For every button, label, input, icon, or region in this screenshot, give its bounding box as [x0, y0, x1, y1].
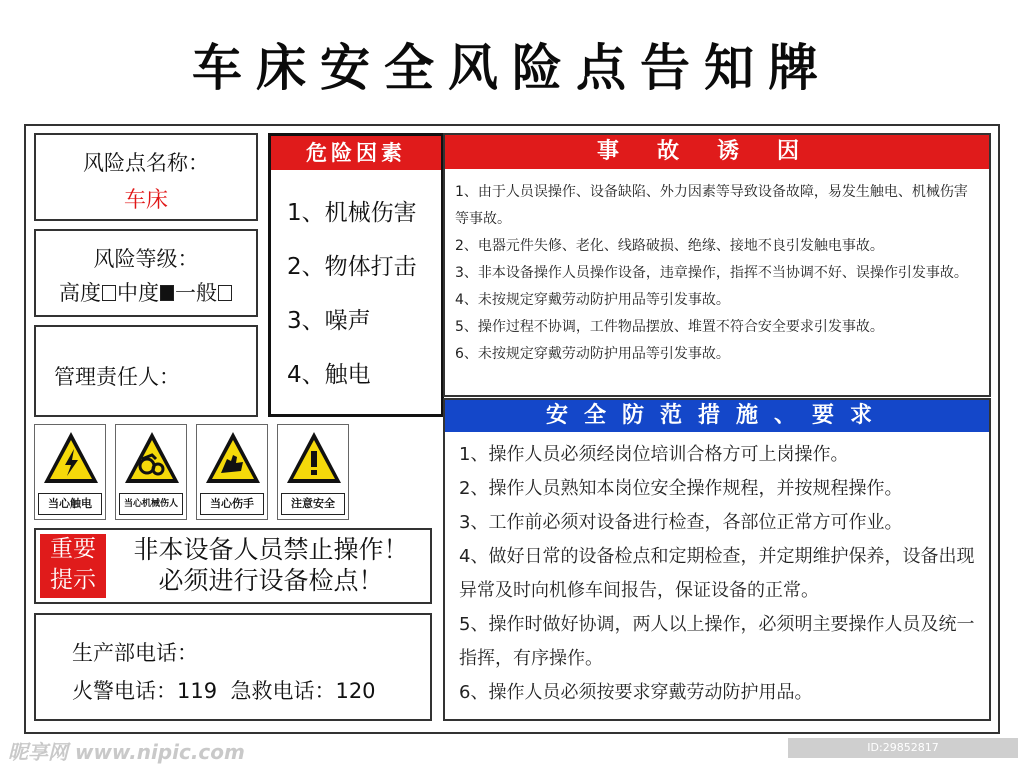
warning-sign-electric: [34, 424, 106, 520]
cause-item: 4、未按规定穿戴劳动防护用品等引发事故。: [455, 292, 730, 308]
fire-phone-number: 119: [177, 679, 218, 703]
hazard-item: 3、噪声: [287, 308, 371, 334]
safety-measures-header: 安全防范措施、要求: [445, 400, 989, 432]
level-mid-label: 中度: [117, 281, 159, 305]
risk-level-label: 风险等级：: [93, 247, 199, 271]
accident-causes-box: [443, 133, 991, 397]
hazard-item: 4、触电: [287, 362, 371, 388]
warning-sign-hand: [196, 424, 268, 520]
page-title: 车床安全风险点告知牌: [192, 39, 832, 97]
notice-line: 非本设备人员禁止操作！: [133, 535, 409, 564]
measure-item: 6、操作人员必须按要求穿戴劳动防护用品。: [459, 682, 813, 703]
measure-list: [459, 438, 983, 710]
cause-item: 5、操作过程不协调，工件物品摆放、堆置不符合安全要求引发事故。: [455, 319, 884, 335]
hazard-list: [287, 198, 417, 414]
sign-caption: 当心机械伤人: [119, 493, 183, 515]
fire-phone-label: 火警电话：: [72, 679, 177, 703]
safety-measures-box: [443, 398, 991, 721]
image-id-bar: ID:29852817 NO:20211224113753423126: [788, 738, 1018, 758]
risk-name-box: [34, 133, 258, 221]
sign-caption: 注意安全: [281, 493, 345, 515]
phone-box: [34, 613, 432, 721]
hazard-factors-box: [268, 133, 444, 417]
emergency-phones: [72, 675, 376, 705]
sign-caption: 当心伤手: [200, 493, 264, 515]
level-low-checkbox: [218, 285, 232, 301]
measure-item: 5、操作时做好协调，两人以上操作，必须明主要操作人员及统一指挥，有序操作。: [459, 614, 975, 669]
level-mid-checkbox: [160, 285, 174, 301]
sign-caption: 当心触电: [38, 493, 102, 515]
electric-shock-icon: [41, 429, 101, 489]
notice-tag: [40, 534, 106, 598]
measure-item: 4、做好日常的设备检点和定期检查，并定期维护保养，设备出现异常及时向机修车间报告，保证设备的正常。: [459, 546, 975, 601]
risk-name-value: 车床: [123, 188, 168, 213]
hazard-item: 1、机械伤害: [287, 200, 417, 226]
hazard-factors-header: 危险因素: [271, 136, 441, 170]
warning-sign-machinery: [115, 424, 187, 520]
emergency-phone-number: 120: [335, 679, 376, 703]
level-low-label: 一般: [175, 281, 217, 305]
cause-item: 3、非本设备操作人员操作设备，违章操作，指挥不当协调不好、误操作引发事故。: [455, 265, 968, 281]
level-high-label: 高度: [59, 281, 101, 305]
notice-line: 必须进行设备检点！: [158, 566, 384, 595]
measure-item: 2、操作人员熟知本岗位安全操作规程，并按规程操作。: [459, 478, 903, 499]
manager-label: 管理责任人：: [54, 365, 180, 389]
level-high-checkbox: [102, 285, 116, 301]
cause-item: 2、电器元件失修、老化、线路破损、绝缘、接地不良引发触电事故。: [455, 238, 884, 254]
machinery-hazard-icon: [122, 429, 182, 489]
measure-item: 1、操作人员必须经岗位培训合格方可上岗操作。: [459, 444, 849, 465]
risk-level-box: [34, 229, 258, 317]
risk-name-label: 风险点名称：: [83, 151, 209, 175]
cause-item: 6、未按规定穿戴劳动防护用品等引发事故。: [455, 346, 730, 362]
warning-sign-caution: [277, 424, 349, 520]
important-notice: [34, 528, 432, 604]
cause-list: [455, 179, 981, 368]
notice-text: [114, 534, 428, 596]
watermark: 昵享网 www.nipic.com: [8, 740, 245, 764]
cause-item: 1、由于人员误操作、设备缺陷、外力因素等导致设备故障，易发生触电、机械伤害等事故。: [455, 184, 968, 227]
exclamation-icon: [284, 429, 344, 489]
manager-box: [34, 325, 258, 417]
notice-tag-line: 提示: [50, 567, 96, 593]
notice-tag-line: 重要: [50, 536, 96, 562]
production-phone-label: 生产部电话：: [72, 641, 198, 665]
hand-injury-icon: [203, 429, 263, 489]
measure-item: 3、工作前必须对设备进行检查，各部位正常方可作业。: [459, 512, 903, 533]
accident-causes-header: 事故诱因: [445, 135, 989, 169]
hazard-item: 2、物体打击: [287, 254, 417, 280]
emergency-phone-label: 急救电话：: [230, 679, 336, 703]
risk-level-options: [36, 277, 256, 307]
